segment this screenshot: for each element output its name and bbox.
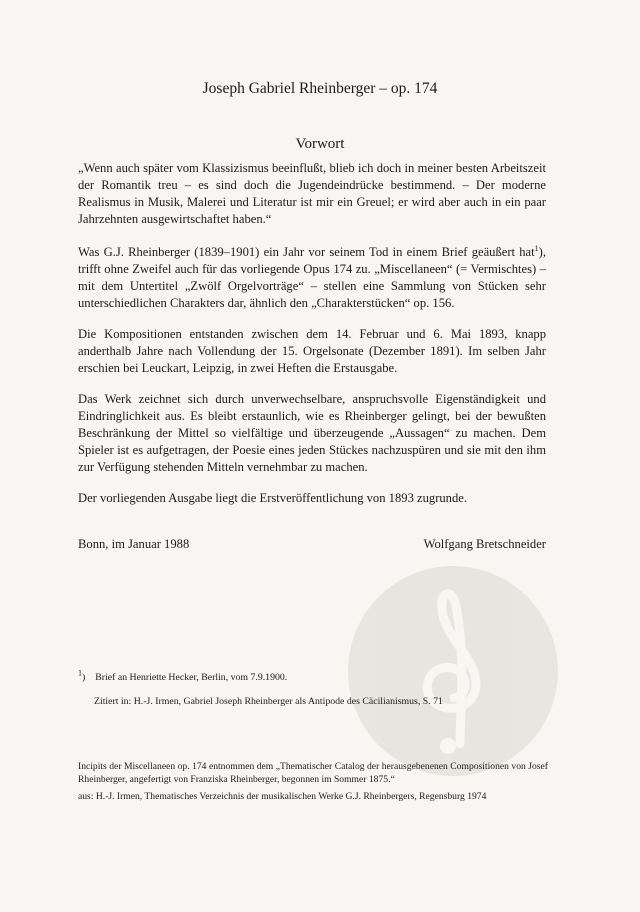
paragraph-3: Das Werk zeichnet sich durch unverwechselbare, anspruchsvolle Eigenständigkeit und Eindringlichkeit aus. Es bleibt erstaunlich, wie es Rheinberger gelingt, bei der bewußten Beschränkung der Mittel so vielfältige und überzeugende „Aussagen“ zu machen. Dem Spieler ist es aufgetragen, der Poesie eines jeden Stückes nachzuspüren und sie mit den ihm zur Verfügung stehenden Mitteln vernehmbar zu machen. <box>78 392 546 474</box>
footnote-marker: $^1$) <box>78 668 86 683</box>
incipit-note <box>78 760 548 803</box>
footnote-reference: 1 <box>534 243 539 253</box>
incipit-text: Incipits der Miscellaneen op. 174 entnommen dem „Thematischer Catalog der herausgebenenen Compositionen von Josef Rheinberger, angefertigt von Franziska Rheinberger, begonnen im Sommer 1875.“ <box>78 761 548 785</box>
footnote-citation: Zitiert in: H.-J. Irmen, Gabriel Joseph Rheinberger als Antipode des Cäcilianismus, S. 71 <box>94 696 443 707</box>
section-heading: Vorwort <box>295 136 345 152</box>
quote-paragraph: „Wenn auch später vom Klassizismus beeinflußt, blieb ich doch in meiner besten Arbeitszeit der Romantik treu – es sind doch die Jugendeindrücke bestimmend. – Der moderne Realismus in Musik, Malerei und Literatur ist mir ein Greuel; er wird aber auch in ein paar Jahrzehnten ausgewirtschaftet haben.“ <box>78 161 546 226</box>
signature-line <box>78 537 546 552</box>
footnote-text: Brief an Henriette Hecker, Berlin, vom 7.9.1900. <box>95 672 288 683</box>
author-name: Wolfgang Bretschneider <box>423 537 546 551</box>
paragraph-4: Der vorliegenden Ausgabe liegt die Erstveröffentlichung von 1893 zugrunde. <box>78 491 468 505</box>
page-title: Joseph Gabriel Rheinberger – op. 174 <box>202 80 438 97</box>
preface-body <box>78 160 546 521</box>
footnote <box>78 668 546 708</box>
incipit-source: aus: H.-J. Irmen, Thematisches Verzeichnis der musikalischen Werke G.J. Rheinbergers, Regensburg 1974 <box>78 791 487 802</box>
paragraph-1: Was G.J. Rheinberger (1839–1901) ein Jahr vor seinem Tod in einem Brief geäußert hat$^1$), trifft ohne Zweifel auch für das vorliegende Opus 174 zu. „Miscellaneen“ (= Vermischtes) – mit dem Untertitel „Zwölf Orgelvorträge“ – stellen eine Sammlung von Stücken sehr unterschiedlichen Charakters dar, ähnlich den „Charakterstücken“ op. 156. <box>78 243 546 310</box>
paragraph-2: Die Kompositionen entstanden zwischen dem 14. Februar und 6. Mai 1893, knapp anderthalb Jahre nach Vollendung der 15. Orgelsonate (Dezember 1891). Im selben Jahr erschien bei Leuckart, Leipzig, in zwei Heften die Erstausgabe. <box>78 327 546 375</box>
place-date: Bonn, im Januar 1988 <box>78 537 190 551</box>
